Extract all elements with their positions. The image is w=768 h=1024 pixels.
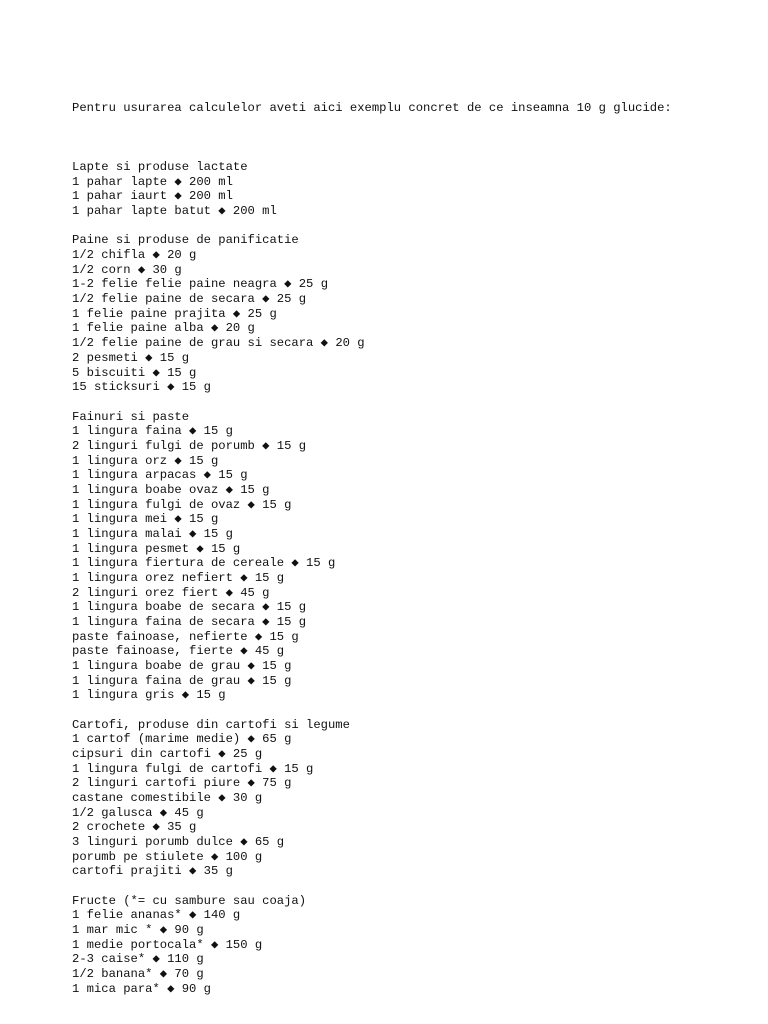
list-item: 2 pesmeti ◆ 15 g bbox=[72, 350, 190, 365]
list-item: 1 lingura fulgi de cartofi ◆ 15 g bbox=[72, 761, 314, 776]
list-item: paste fainoase, fierte ◆ 45 g bbox=[72, 644, 285, 659]
sections-container bbox=[72, 160, 752, 996]
section-title: Cartofi, produse din cartofi si legume bbox=[72, 717, 350, 732]
list-item: 1 lingura faina de secara ◆ 15 g bbox=[72, 614, 307, 629]
list-item: 1 lingura gris ◆ 15 g bbox=[72, 688, 226, 703]
list-item: 1 pahar iaurt ◆ 200 ml bbox=[72, 189, 233, 204]
list-item: 1 lingura boabe de grau ◆ 15 g bbox=[72, 658, 292, 673]
list-item: 1 lingura pesmet ◆ 15 g bbox=[72, 541, 241, 556]
list-item: 1 lingura orez nefiert ◆ 15 g bbox=[72, 570, 285, 585]
list-item: 3 linguri porumb dulce ◆ 65 g bbox=[72, 835, 285, 849]
section-title: Paine si produse de panificatie bbox=[72, 233, 299, 248]
list-item: 1 pahar lapte ◆ 200 ml bbox=[72, 174, 233, 189]
list-item: 5 biscuiti ◆ 15 g bbox=[72, 365, 197, 380]
list-item: 1 pahar lapte batut ◆ 200 ml bbox=[72, 204, 277, 219]
section-title: Lapte si produse lactate bbox=[72, 160, 248, 175]
list-item: 1 lingura arpacas ◆ 15 g bbox=[72, 468, 248, 483]
intro-text: Pentru usurarea calculelor aveti aici exemplu concret de ce inseamna 10 g glucide: bbox=[72, 101, 672, 116]
section bbox=[72, 233, 752, 394]
list-item: cartofi prajiti ◆ 35 g bbox=[72, 864, 233, 879]
list-item: 1 mar mic * ◆ 90 g bbox=[72, 923, 204, 938]
list-item: 2 linguri orez fiert ◆ 45 g bbox=[72, 585, 270, 600]
list-item: 1 lingura fiertura de cereale ◆ 15 g bbox=[72, 556, 336, 571]
list-item: 1 felie paine alba ◆ 20 g bbox=[72, 321, 255, 336]
list-item: 1/2 galusca ◆ 45 g bbox=[72, 805, 204, 820]
list-item: 1 felie ananas* ◆ 140 g bbox=[72, 908, 241, 923]
list-item: 1 lingura fulgi de ovaz ◆ 15 g bbox=[72, 497, 292, 512]
list-item: 1/2 felie paine de secara ◆ 25 g bbox=[72, 292, 307, 307]
list-item: 2 linguri cartofi piure ◆ 75 g bbox=[72, 776, 292, 791]
section bbox=[72, 410, 752, 703]
list-item: 1 lingura orz ◆ 15 g bbox=[72, 453, 219, 468]
list-item: 1 medie portocala* ◆ 150 g bbox=[72, 937, 263, 952]
list-item: 2 crochete ◆ 35 g bbox=[72, 820, 197, 835]
section bbox=[72, 894, 752, 997]
list-item: porumb pe stiulete ◆ 100 g bbox=[72, 849, 263, 864]
list-item: 1 felie paine prajita ◆ 25 g bbox=[72, 306, 277, 321]
list-item: 1 lingura malai ◆ 15 g bbox=[72, 526, 233, 541]
list-item: 1 lingura mei ◆ 15 g bbox=[72, 512, 219, 527]
list-item: 1/2 chifla ◆ 20 g bbox=[72, 248, 197, 263]
list-item: 1-2 felie felie paine neagra ◆ 25 g bbox=[72, 277, 329, 292]
list-item: 1 lingura boabe de secara ◆ 15 g bbox=[72, 600, 307, 615]
section-title: Fainuri si paste bbox=[72, 409, 190, 424]
list-item: 1/2 felie paine de grau si secara ◆ 20 g bbox=[72, 336, 365, 351]
list-item: 1 lingura faina de grau ◆ 15 g bbox=[72, 673, 292, 688]
list-item: 1 cartof (marime medie) ◆ 65 g bbox=[72, 732, 292, 747]
document-page bbox=[72, 72, 752, 1011]
section-title: Fructe (*= cu sambure sau coaja) bbox=[72, 893, 307, 908]
list-item: 1/2 corn ◆ 30 g bbox=[72, 262, 182, 277]
list-item: 1 mica para* ◆ 90 g bbox=[72, 981, 211, 996]
list-item: cipsuri din cartofi ◆ 25 g bbox=[72, 746, 263, 761]
list-item: paste fainoase, nefierte ◆ 15 g bbox=[72, 629, 299, 644]
list-item: 2 linguri fulgi de porumb ◆ 15 g bbox=[72, 438, 307, 453]
list-item: 15 sticksuri ◆ 15 g bbox=[72, 380, 211, 395]
list-item: 2-3 caise* ◆ 110 g bbox=[72, 952, 204, 967]
list-item: 1/2 banana* ◆ 70 g bbox=[72, 967, 204, 982]
list-item: 1 lingura boabe ovaz ◆ 15 g bbox=[72, 482, 270, 497]
list-item: 1 lingura faina ◆ 15 g bbox=[72, 424, 233, 439]
section bbox=[72, 160, 752, 219]
list-item: castane comestibile ◆ 30 g bbox=[72, 790, 263, 805]
section bbox=[72, 718, 752, 879]
